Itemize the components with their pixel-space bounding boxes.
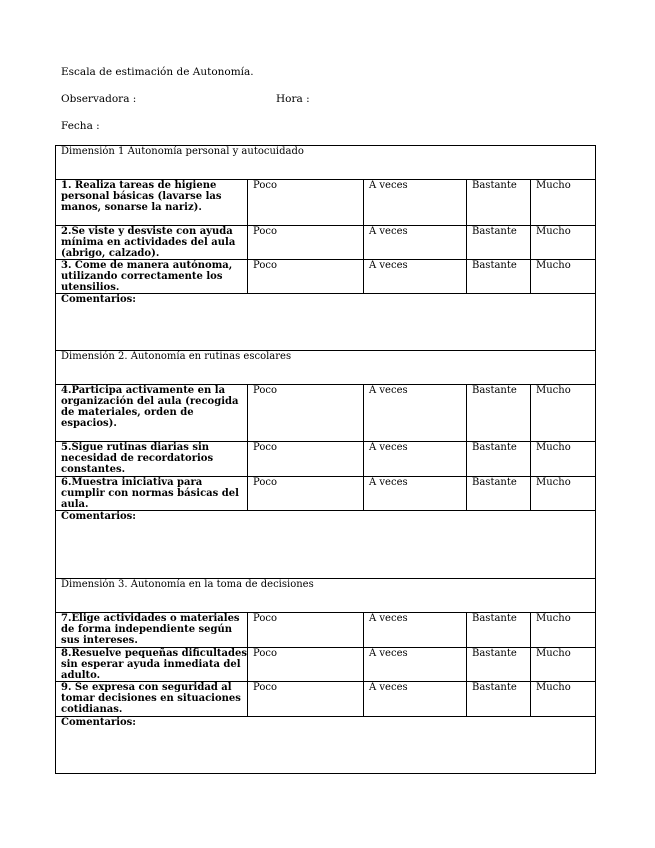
option-poco[interactable]: Poco — [248, 442, 364, 477]
observadora-label: Observadora : — [61, 93, 137, 105]
option-bastante[interactable]: Bastante — [467, 648, 531, 682]
hora-label: Hora : — [276, 93, 310, 105]
option-poco[interactable]: Poco — [248, 226, 364, 260]
table-row — [56, 385, 596, 442]
dimension-3-title: Dimensión 3. Autonomía en la toma de decisiones — [56, 579, 596, 613]
comments-field[interactable]: Comentarios: — [56, 511, 596, 579]
option-mucho[interactable]: Mucho — [531, 682, 596, 717]
table-row — [56, 682, 596, 717]
option-bastante[interactable]: Bastante — [467, 613, 531, 648]
option-mucho[interactable]: Mucho — [531, 613, 596, 648]
option-poco[interactable]: Poco — [248, 648, 364, 682]
option-mucho[interactable]: Mucho — [531, 477, 596, 511]
option-mucho[interactable]: Mucho — [531, 180, 596, 226]
option-a-veces[interactable]: A veces — [364, 260, 467, 294]
item-9: 9. Se expresa con seguridad al tomar decisiones en situaciones cotidianas. — [56, 682, 248, 717]
option-bastante[interactable]: Bastante — [467, 682, 531, 717]
option-mucho[interactable]: Mucho — [531, 648, 596, 682]
table-row — [56, 226, 596, 260]
option-bastante[interactable]: Bastante — [467, 226, 531, 260]
autonomy-scale-table — [55, 145, 596, 774]
option-mucho[interactable]: Mucho — [531, 385, 596, 442]
table-row — [56, 442, 596, 477]
option-poco[interactable]: Poco — [248, 682, 364, 717]
option-a-veces[interactable]: A veces — [364, 682, 467, 717]
option-poco[interactable]: Poco — [248, 180, 364, 226]
item-8: 8.Resuelve pequeñas dificultades sin esperar ayuda inmediata del adulto. — [56, 648, 248, 682]
item-4: 4.Participa activamente en la organización del aula (recogida de materiales, orden de espacios). — [56, 385, 248, 442]
option-bastante[interactable]: Bastante — [467, 385, 531, 442]
dimension-2-title: Dimensión 2. Autonomía en rutinas escolares — [56, 351, 596, 385]
item-5: 5.Sigue rutinas diarias sin necesidad de recordatorios constantes. — [56, 442, 248, 477]
option-a-veces[interactable]: A veces — [364, 442, 467, 477]
table-row — [56, 613, 596, 648]
table-row — [56, 180, 596, 226]
option-poco[interactable]: Poco — [248, 613, 364, 648]
page-title: Escala de estimación de Autonomía. — [61, 66, 254, 78]
option-poco[interactable]: Poco — [248, 477, 364, 511]
comments-field[interactable]: Comentarios: — [56, 294, 596, 351]
option-mucho[interactable]: Mucho — [531, 260, 596, 294]
item-6: 6.Muestra iniciativa para cumplir con normas básicas del aula. — [56, 477, 248, 511]
table-row — [56, 477, 596, 511]
option-a-veces[interactable]: A veces — [364, 477, 467, 511]
item-3: 3. Come de manera autónoma, utilizando correctamente los utensilios. — [56, 260, 248, 294]
option-bastante[interactable]: Bastante — [467, 477, 531, 511]
comments-field[interactable]: Comentarios: — [56, 717, 596, 774]
option-a-veces[interactable]: A veces — [364, 613, 467, 648]
fecha-label: Fecha : — [61, 120, 100, 132]
item-1: 1. Realiza tareas de higiene personal básicas (lavarse las manos, sonarse la nariz). — [56, 180, 248, 226]
option-bastante[interactable]: Bastante — [467, 442, 531, 477]
item-7: 7.Elige actividades o materiales de forma independiente según sus intereses. — [56, 613, 248, 648]
option-bastante[interactable]: Bastante — [467, 260, 531, 294]
option-a-veces[interactable]: A veces — [364, 648, 467, 682]
option-mucho[interactable]: Mucho — [531, 442, 596, 477]
item-2: 2.Se viste y desviste con ayuda mínima en actividades del aula (abrigo, calzado). — [56, 226, 248, 260]
option-mucho[interactable]: Mucho — [531, 226, 596, 260]
option-a-veces[interactable]: A veces — [364, 385, 467, 442]
table-row — [56, 648, 596, 682]
option-poco[interactable]: Poco — [248, 260, 364, 294]
option-poco[interactable]: Poco — [248, 385, 364, 442]
option-a-veces[interactable]: A veces — [364, 226, 467, 260]
table-row — [56, 260, 596, 294]
option-bastante[interactable]: Bastante — [467, 180, 531, 226]
dimension-1-title: Dimensión 1 Autonomía personal y autocuidado — [56, 146, 596, 180]
option-a-veces[interactable]: A veces — [364, 180, 467, 226]
